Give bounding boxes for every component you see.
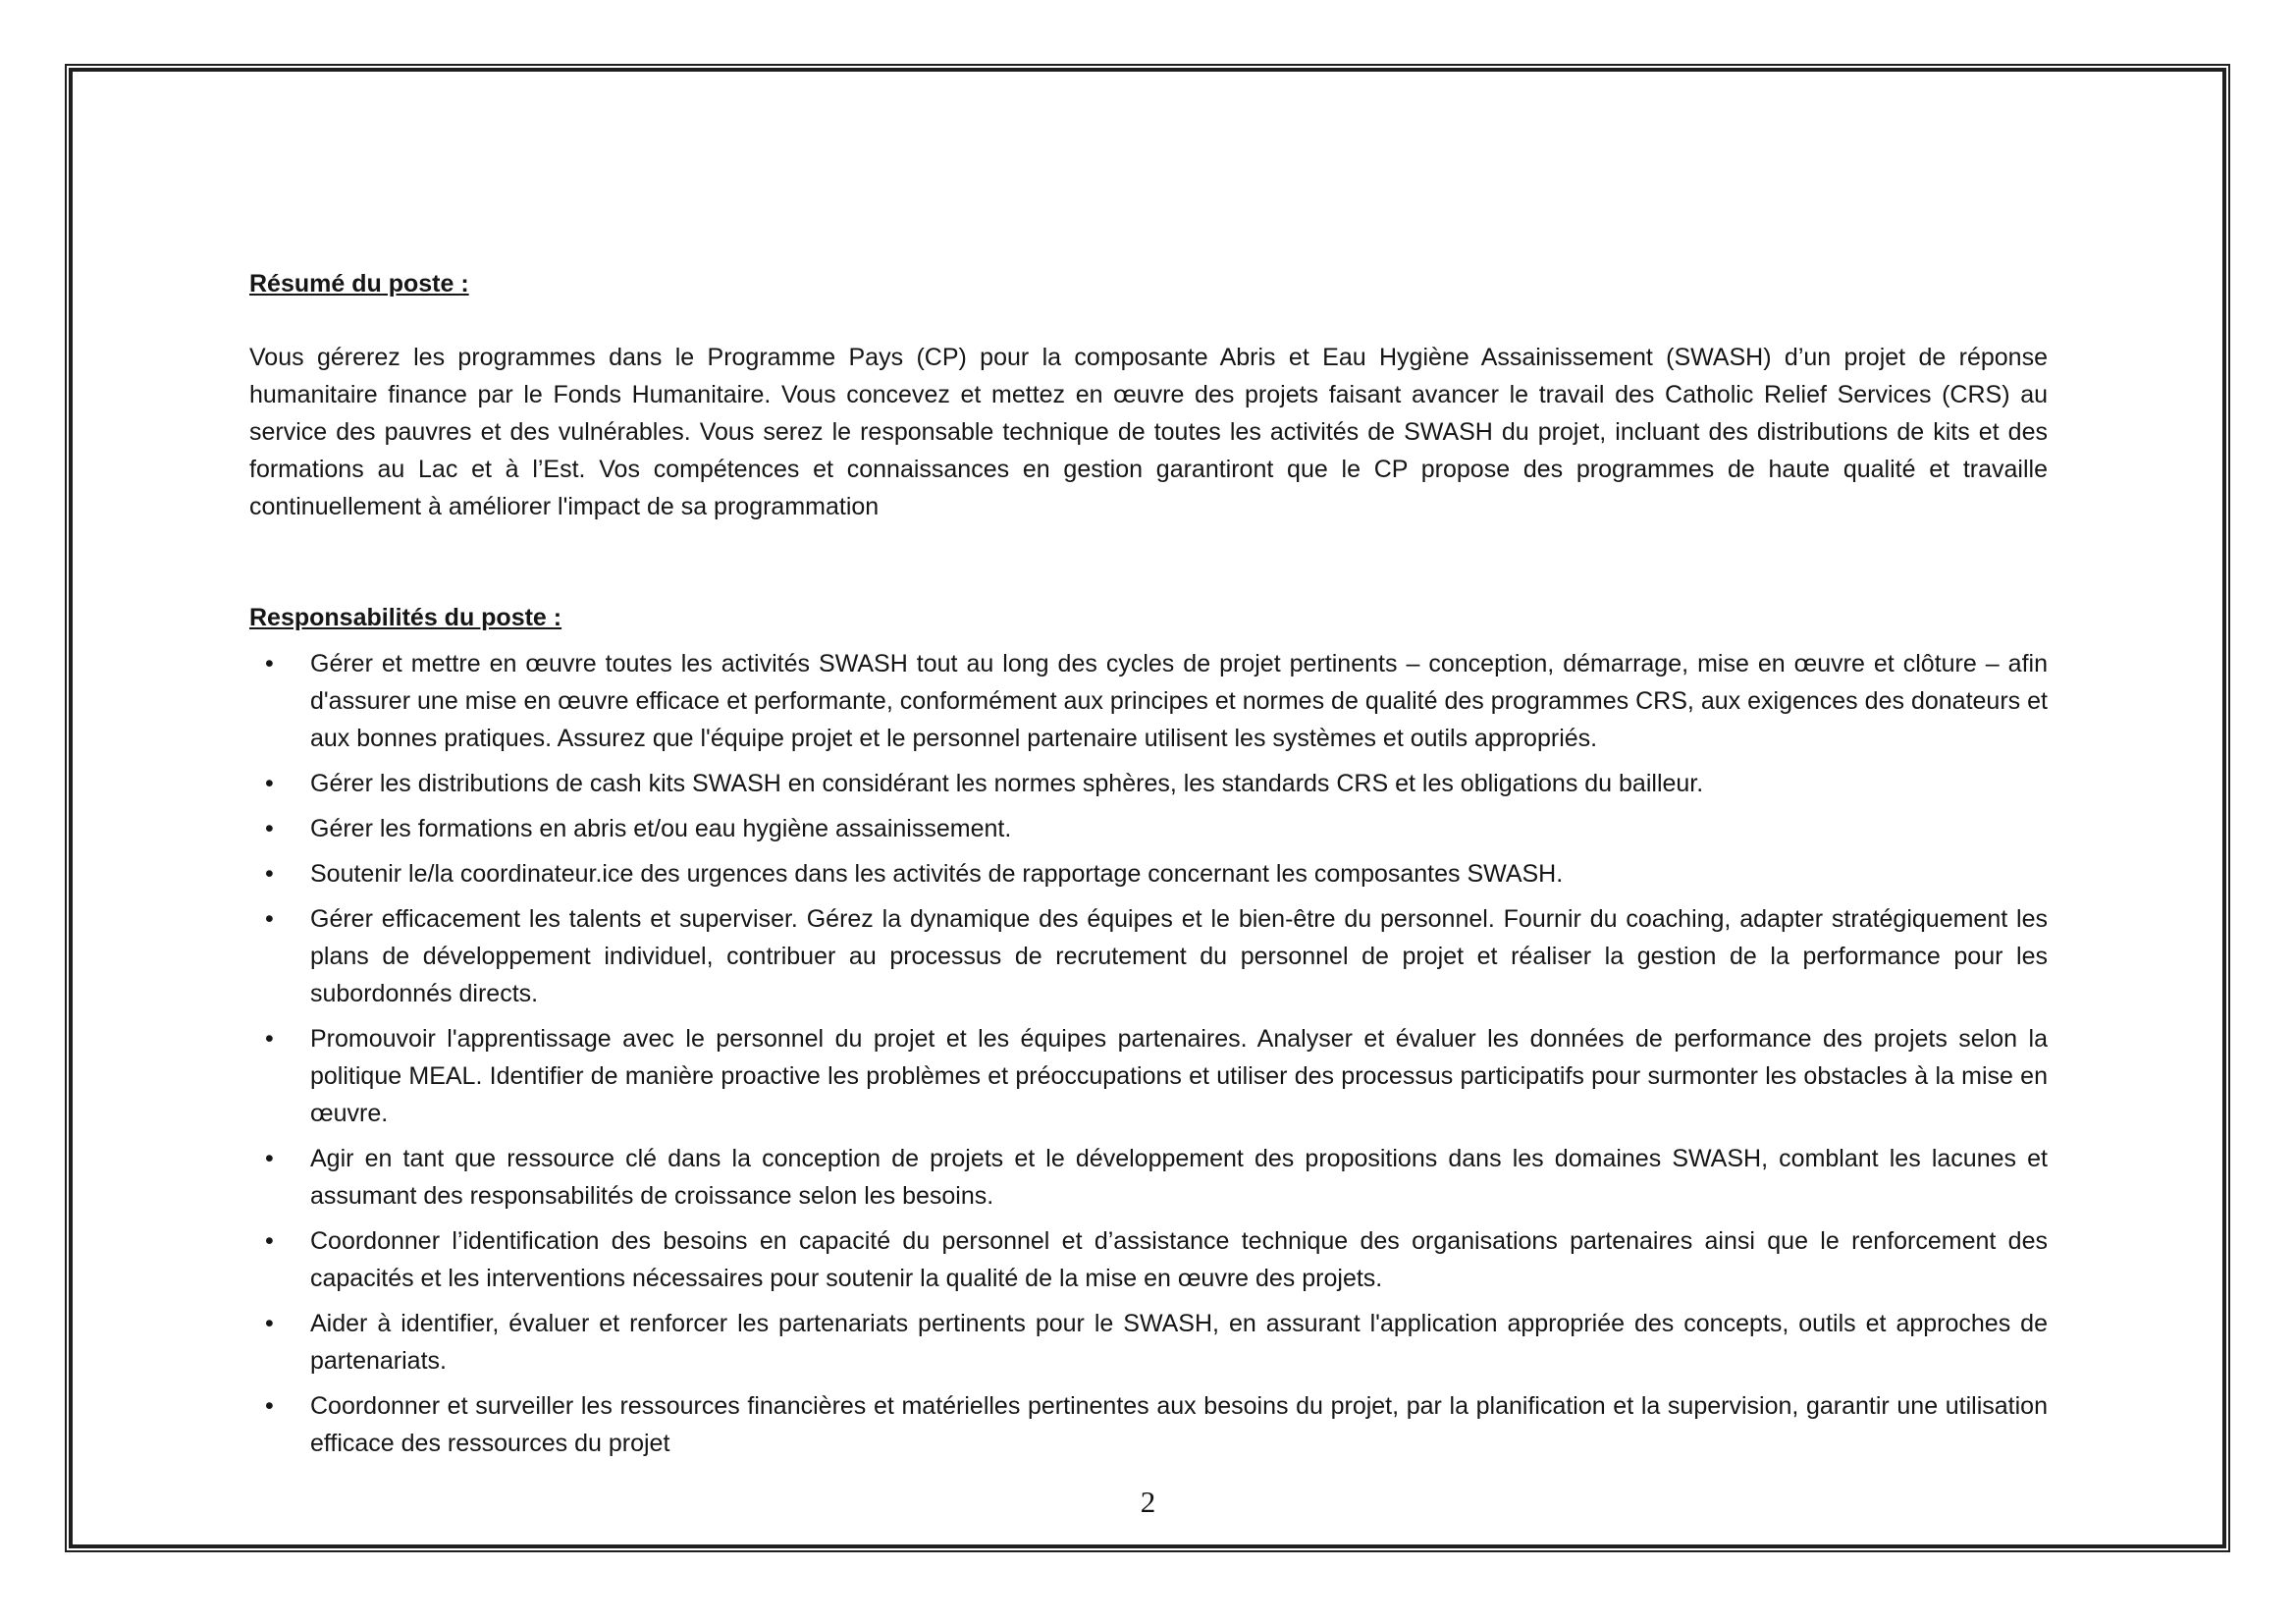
page-frame-inner-border [69, 68, 2226, 1548]
page-frame [65, 64, 2230, 1552]
bullet-item [249, 765, 2048, 802]
bullet-icon: • [265, 1145, 274, 1172]
bullet-item [249, 1222, 2048, 1297]
bullet-icon: • [265, 815, 274, 842]
bullet-item [249, 900, 2048, 1012]
bullet-icon: • [265, 770, 274, 797]
bullet-item [249, 1387, 2048, 1462]
bullet-text: Gérer les distributions de cash kits SWASH en considérant les normes sphères, les standards CRS et les obligations du bailleur. [310, 770, 1704, 797]
bullet-text: Coordonner et surveiller les ressources financières et matérielles pertinentes aux besoins du projet, par la planification et la supervision, garantir une utilisation efficace des ressources du projet [310, 1392, 2048, 1457]
bullet-text: Gérer efficacement les talents et superviser. Gérez la dynamique des équipes et le bien-être du personnel. Fournir du coaching, adapter stratégiquement les plans de développement individuel, contribuer au processus de recrutement du personnel de projet et réaliser la gestion de la performance pour les subordonnés directs. [310, 905, 2048, 1007]
bullet-item [249, 1305, 2048, 1380]
bullet-text: Coordonner l’identification des besoins en capacité du personnel et d’assistance technique des organisations partenaires ainsi que le renforcement des capacités et les interventions nécessaires pour soutenir la qualité de la mise en œuvre des projets. [310, 1227, 2048, 1292]
bullet-icon: • [265, 1310, 274, 1337]
bullet-icon: • [265, 905, 274, 933]
bullet-text: Soutenir le/la coordinateur.ice des urgences dans les activités de rapportage concernant les composantes SWASH. [310, 860, 1564, 888]
bullet-text: Gérer et mettre en œuvre toutes les activités SWASH tout au long des cycles de projet pertinents – conception, démarrage, mise en œuvre et clôture – afin d'assurer une mise en œuvre efficace et performante, conformément aux principes et normes de qualité des programmes CRS, aux exigences des donateurs et aux bonnes pratiques. Assurez que l'équipe projet et le personnel partenaire utilisent les systèmes et outils appropriés. [310, 650, 2048, 752]
responsibilities-list [249, 645, 2048, 1462]
bullet-icon: • [265, 860, 274, 888]
resume-paragraph: Vous gérerez les programmes dans le Programme Pays (CP) pour la composante Abris et Eau Hygiène Assainissement (SWASH) d’un projet de réponse humanitaire finance par le Fonds Humanitaire. Vous concevez et mettez en œuvre des projets faisant avancer le travail des Catholic Relief Services (CRS) au service des pauvres et des vulnérables. Vous serez le responsable technique de toutes les activités de SWASH du projet, incluant des distributions de kits et des formations au Lac et à l’Est. Vos compétences et connaissances en gestion garantiront que le CP propose des programmes de haute qualité et travaille continuellement à améliorer l'impact de sa programmation [249, 344, 2048, 520]
bullet-item [249, 645, 2048, 757]
document-content [145, 143, 2150, 1536]
bullet-text: Aider à identifier, évaluer et renforcer les partenariats pertinents pour le SWASH, en assurant l'application appropriée des concepts, outils et approches de partenariats. [310, 1310, 2048, 1375]
bullet-icon: • [265, 650, 274, 677]
bullet-item [249, 810, 2048, 847]
bullet-text: Agir en tant que ressource clé dans la conception de projets et le développement des propositions dans les domaines SWASH, comblant les lacunes et assumant des responsabilités de croissance selon les besoins. [310, 1145, 2048, 1210]
bullet-text: Promouvoir l'apprentissage avec le personnel du projet et les équipes partenaires. Analyser et évaluer les données de performance des projets selon la politique MEAL. Identifier de manière proactive les problèmes et préoccupations et utiliser des processus participatifs pour surmonter les obstacles à la mise en œuvre. [310, 1025, 2048, 1127]
section-heading-responsabilites-du-poste: Responsabilités du poste : [249, 604, 562, 631]
bullet-icon: • [265, 1227, 274, 1255]
bullet-icon: • [265, 1392, 274, 1420]
bullet-item [249, 1140, 2048, 1215]
page-number: 2 [1140, 1485, 1156, 1519]
bullet-item [249, 1020, 2048, 1132]
bullet-icon: • [265, 1025, 274, 1053]
section-heading-resume-du-poste: Résumé du poste : [249, 270, 469, 298]
bullet-item [249, 855, 2048, 893]
bullet-text: Gérer les formations en abris et/ou eau hygiène assainissement. [310, 815, 1012, 842]
